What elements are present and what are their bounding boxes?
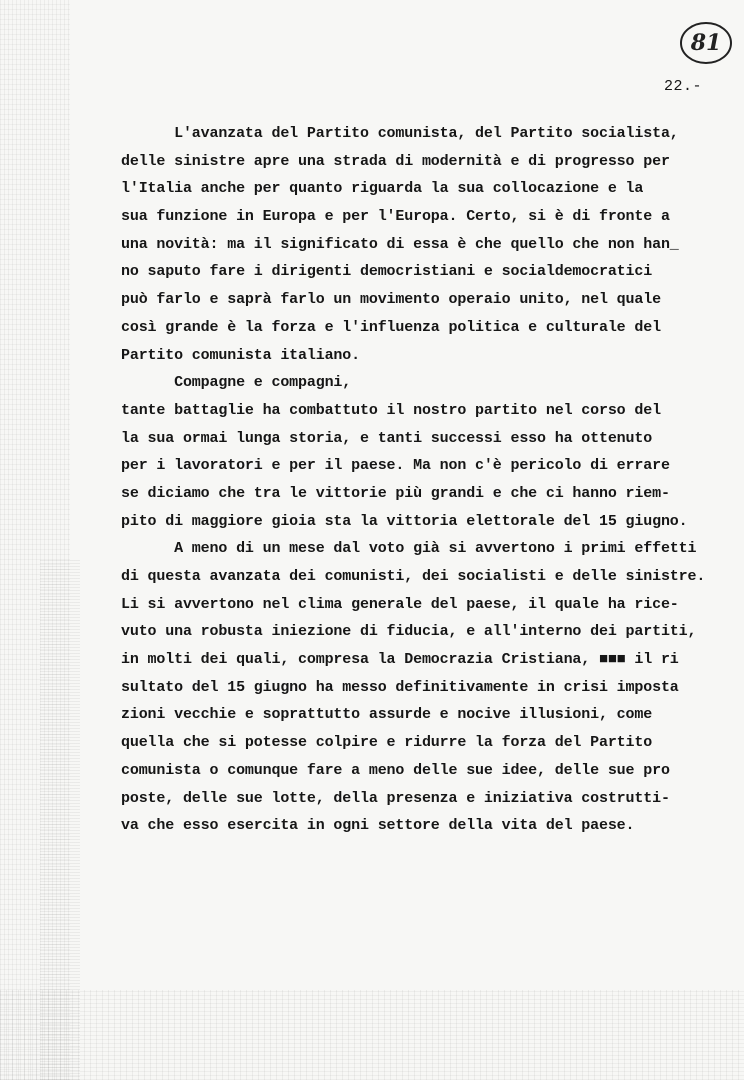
text-line: quella che si potesse colpire e ridurre la forza del Partito [121, 734, 653, 752]
text-line: pito di maggiore gioia sta la vittoria elettorale del 15 giugno. [121, 512, 688, 530]
page-number: 22.- [664, 78, 703, 95]
text-line: può farlo e saprà farlo un movimento operaio unito, nel quale [121, 291, 661, 309]
text-line: poste, delle sue lotte, della presenza e iniziativa costrutti- [121, 789, 670, 807]
text-line: per i lavoratori e per il paese. Ma non c'è pericolo di errare [121, 457, 670, 475]
text-line: se diciamo che tra le vittorie più grandi e che ci hanno riem- [121, 484, 670, 502]
text-line: Li si avvertono nel clima generale del paese, il quale ha rice- [121, 595, 679, 613]
text-line: A meno di un mese dal voto già si avvertono i primi effetti [121, 540, 697, 558]
text-line: zioni vecchie e soprattutto assurde e nocive illusioni, come [121, 706, 653, 724]
text-line: L'avanzata del Partito comunista, del Partito socialista, [121, 125, 679, 142]
text-line: va che esso esercita in ogni settore della vita del paese. [121, 817, 635, 835]
scan-bottom-noise [0, 990, 744, 1080]
text-line: di questa avanzata dei comunisti, dei socialisti e delle sinistre. [121, 568, 706, 585]
text-line: così grande è la forza e l'influenza politica e culturale del [121, 318, 661, 336]
text-line: delle sinistre apre una strada di modernità e di progresso per [121, 152, 670, 170]
text-line: l'Italia anche per quanto riguarda la sua collocazione e la [121, 180, 644, 198]
text-line: in molti dei quali, compresa la Democrazia Cristiana, ■■■ il ri [121, 651, 679, 669]
text-line: la sua ormai lunga storia, e tanti successi esso ha ottenuto [121, 429, 653, 447]
text-line: Compagne e compagni, [121, 374, 352, 392]
text-line: sua funzione in Europa e per l'Europa. Certo, si è di fronte a [121, 208, 670, 226]
typewritten-body [121, 120, 721, 840]
handwritten-folio-stamp [678, 20, 734, 66]
text-line: tante battaglie ha combattuto il nostro partito nel corso del [121, 401, 661, 419]
text-line: comunista o comunque fare a meno delle sue idee, delle sue pro [121, 761, 670, 779]
text-line: una novità: ma il significato di essa è che quello che non han_ [121, 235, 679, 253]
text-line: vuto una robusta iniezione di fiducia, e all'interno dei partiti, [121, 623, 697, 641]
text-line: sultato del 15 giugno ha messo definitivamente in crisi imposta [121, 678, 679, 696]
text-line: Partito comunista italiano. [121, 346, 360, 364]
stamp-number: 81 [690, 30, 722, 56]
text-line: no saputo fare i dirigenti democristiani e socialdemocratici [121, 263, 653, 281]
